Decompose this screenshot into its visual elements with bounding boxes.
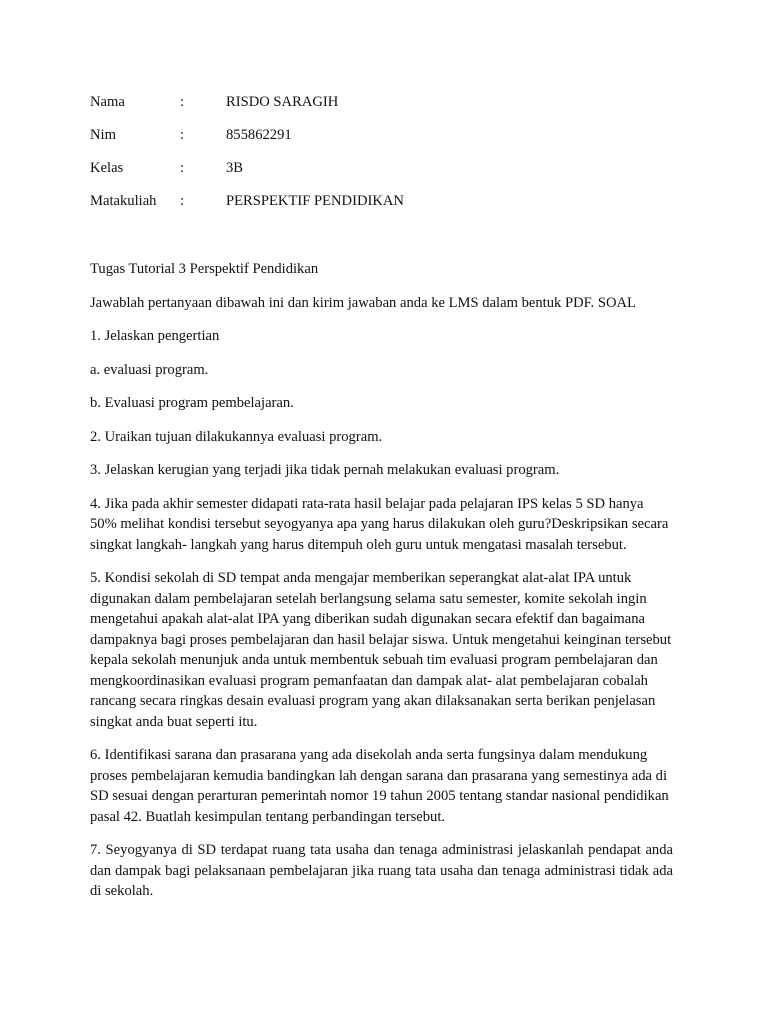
assignment-body <box>90 259 673 915</box>
question-6: 6. Identifikasi sarana dan prasarana yang ada disekolah anda serta fungsinya dalam mendukung proses pembelajaran kemudia bandingkan lah dengan sarana dan prasarana yang semestinya ada di SD sesuai dengan perarturan pemerintah nomor 19 tahun 2005 tentang standar nasional pendidikan pasal 42. Buatlah kesimpulan tentang perbandingan tersebut. <box>90 747 669 825</box>
question-5: 5. Kondisi sekolah di SD tempat anda mengajar memberikan seperangkat alat-alat IPA untuk digunakan dalam pembelajaran setelah berlangsung selama satu semester, komite sekolah ingin mengetahui apakah alat-alat IPA yang diberikan sudah digunakan secara efektif dan bagaimana dampaknya bagi proses pembelajaran dan hasil belajar siswa. Untuk mengetahui keinginan tersebut kepala sekolah menunjuk anda untuk membentuk sebuah tim evaluasi program pembelajaran dan mengkoordinasikan evaluasi program pemanfaatan dan dampak alat- alat pembelajaran cobalah rancang secara ringkas desain evaluasi program yang akan dilaksanakan serta berikan penjelasan singkat anda buat seperti itu. <box>90 570 672 730</box>
info-label: Nama <box>90 94 125 110</box>
question-7: 7. Seyogyanya di SD terdapat ruang tata usaha dan tenaga administrasi jelaskanlah pendapat anda dan dampak bagi pelaksanaan pembelajaran jika ruang tata usaha dan tenaga administrasi tidak ada di sekolah. <box>90 842 673 899</box>
question-1: 1. Jelaskan pengertian <box>90 328 220 344</box>
info-label: Matakuliah <box>90 193 157 209</box>
info-colon: : <box>180 193 185 209</box>
info-colon: : <box>180 127 185 143</box>
info-colon: : <box>180 94 185 110</box>
info-value: PERSPEKTIF PENDIDIKAN <box>226 193 404 209</box>
instruction-text: Jawablah pertanyaan dibawah ini dan kirim jawaban anda ke LMS dalam bentuk PDF. SOAL <box>90 294 636 311</box>
info-row-nama <box>90 92 690 125</box>
info-colon: : <box>180 160 185 176</box>
info-label: Nim <box>90 127 116 143</box>
question-3: 3. Jelaskan kerugian yang terjadi jika tidak pernah melakukan evaluasi program. <box>90 462 560 478</box>
info-label: Kelas <box>90 160 124 176</box>
info-value: 855862291 <box>226 127 292 143</box>
info-row-matakuliah <box>90 191 690 224</box>
assignment-title: Tugas Tutorial 3 Perspektif Pendidikan <box>90 261 319 277</box>
question-1b: b. Evaluasi program pembelajaran. <box>90 395 294 411</box>
question-4: 4. Jika pada akhir semester didapati rata-rata hasil belajar pada pelajaran IPS kelas 5 SD hanya 50% melihat kondisi tersebut seyogyanya apa yang harus dilakukan oleh guru?Deskripsikan secara singkat langkah- langkah yang harus ditempuh oleh guru untuk mengatasi masalah tersebut. <box>90 495 669 553</box>
info-value: RISDO SARAGIH <box>226 94 339 110</box>
info-row-kelas <box>90 158 690 191</box>
question-2: 2. Uraikan tujuan dilakukannya evaluasi program. <box>90 428 383 445</box>
student-info <box>90 92 690 224</box>
info-row-nim <box>90 125 690 158</box>
question-1a: a. evaluasi program. <box>90 361 209 378</box>
info-value: 3B <box>226 160 244 176</box>
